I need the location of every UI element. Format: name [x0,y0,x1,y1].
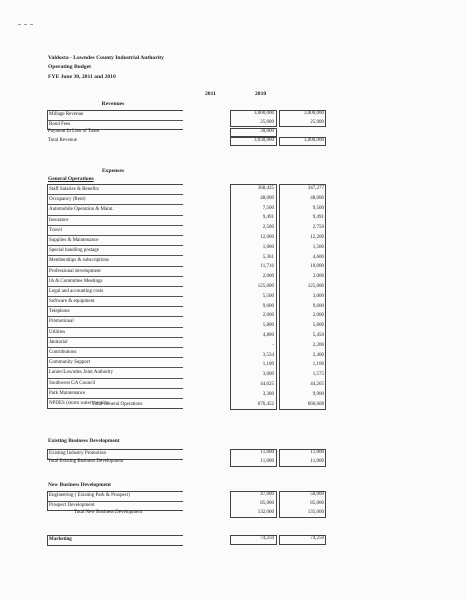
value-2011: - [272,342,274,348]
value-2010: 9,600 [312,303,324,309]
value-2011: 1,100 [262,362,274,368]
value-2010: 9,500 [312,205,324,211]
value-2010: 347,277 [307,186,324,191]
value-2011: 9,600 [262,303,274,309]
value-2011: 9,491 [262,215,274,221]
value-2011: 2,000 [262,274,274,280]
fiscal-year-line: FYE June 30, 2011 and 2010 [48,74,116,80]
expense-label: Lanier/Lowndes Joint Authority [49,370,114,376]
value-2010: 10,000 [310,264,324,270]
value-2011: 1,000 [262,244,274,250]
value-2011: 4,800 [262,333,274,338]
value-2010: 3,000 [312,274,324,280]
value-2010: 2,400 [312,352,324,358]
value-2011: 368,425 [257,186,274,191]
value-2011: 11,716 [260,264,274,270]
new-business-table: Engineering ( Existing Park & Prospect) Prospect Development 47,000 50,000 85,000 85,000 Total New Business Development 132,000 135,000 [47,491,278,511]
value-2011: 12,000 [260,235,274,240]
value-2010: 3,000,000 [304,111,324,116]
expense-label: NPDES (storm water) require [49,400,109,406]
revenues-heading: Revenues [101,101,125,107]
value-2011: 5,800 [262,323,274,329]
value-2011: 3,300 [262,391,274,397]
value-2010: 9,491 [312,215,324,221]
marketing-table: Marketing 74,250 74,250 [47,535,278,546]
value-2010: 1,575 [312,372,324,378]
value-2011: 48,000 [260,195,274,201]
expense-label: Supplies & Maintenance [49,237,99,243]
expense-label: Special handling postage [49,248,99,254]
column-header-2011: 2011 [205,91,216,97]
expense-label: Park Maintenance [49,390,86,396]
expense-label: IA & Committee Meetings [49,278,103,284]
expense-label: Staff Salaries & Benefits [49,187,99,192]
value-2011: 2,000 [262,313,274,319]
value-2010: 2,750 [312,225,324,231]
table-row: Millage Revenue [48,111,183,121]
table-row: Prospect Development [49,502,95,508]
value-2010: 1,500 [312,244,324,250]
value-2010: 3,000 [312,293,324,299]
value-2010: 5,800 [312,323,324,329]
value-2011: 3,000 [262,372,274,378]
general-operations-table [47,184,324,409]
table-row: Bond Fees [49,121,71,127]
expense-label: Occupancy (Rent) [49,197,86,203]
expense-label: Community Support [49,360,90,366]
expense-label: Memberships & subscriptions [49,258,109,264]
column-header-2010: 2010 [255,91,267,97]
expense-label: Professional development [49,268,101,274]
value-2011: 5,361 [262,254,274,260]
existing-business-heading: Existing Business Development [48,438,120,444]
expense-label: Janitorial [49,339,68,345]
value-2010: 125,000 [307,284,324,289]
total-new-business-row: Total New Business Development 132,000 135,000 [74,510,324,515]
value-2010: 44,265 [310,382,324,387]
authority-name: Valdosta - Lowndes County Industrial Authority [48,55,164,61]
expense-label: Utilities [49,329,66,335]
expense-label: Contributions [49,350,77,355]
new-business-heading: New Business Development [48,482,111,488]
expense-label: Automobile Operation & Maint. [49,207,114,213]
expense-label: Legal and accounting costs [49,288,104,294]
value-2010: 1,100 [312,362,324,368]
value-2010: 25,000 [310,119,324,125]
total-general-operations-row: Total General Operations 676,452 660,608 [92,401,324,407]
expense-label: Insurance [49,217,69,223]
value-2011: 5,500 [262,293,274,299]
expense-label: Telephone [49,309,70,315]
expenses-heading: Expenses [101,168,125,174]
value-2011: 44,625 [260,382,274,387]
value-2011: 3,534 [262,352,274,358]
value-2011: 7,500 [262,205,274,211]
value-2010: 9,900 [312,391,324,397]
marketing-row: Marketing [49,537,72,542]
value-2011: 2,500 [262,225,274,231]
table-row: Engineering ( Existing Park & Prospect) [48,492,183,502]
value-2010: 4,600 [312,254,324,260]
expense-label: Software & equipment [49,299,95,305]
value-2010: 5,450 [312,333,324,338]
document-title: Operating Budget [48,64,92,70]
expense-label: Southwest GA Council [49,380,96,386]
value-2010: 48,000 [310,195,324,201]
existing-business-table: Existing Industry Promotion 11,000 11,000 Total Existing Business Development 11,000 11,000 [47,449,278,460]
value-2010: 2,200 [312,342,324,348]
table-row: Existing Industry Promotion [49,451,106,456]
value-2011: 3,000,000 [254,111,274,116]
value-2011: 125,000 [257,284,274,289]
expense-label: Promotional [49,319,74,325]
scan-marks [18,12,48,14]
total-revenue-row: Total Revenue 3,030,000 3,000,000 [48,138,324,143]
value-2011: 25,000 [260,119,274,125]
table-row: Payment In Lieu of Taxes 30,000 [48,129,274,134]
value-2010: 12,200 [310,235,324,240]
general-operations-heading: General Operations [48,176,94,182]
value-2010: 2,000 [312,313,324,319]
expense-label: Travel [49,227,62,233]
revenues-table [47,110,324,143]
total-existing-row: Total Existing Business Development 11,000 11,000 [48,459,324,464]
